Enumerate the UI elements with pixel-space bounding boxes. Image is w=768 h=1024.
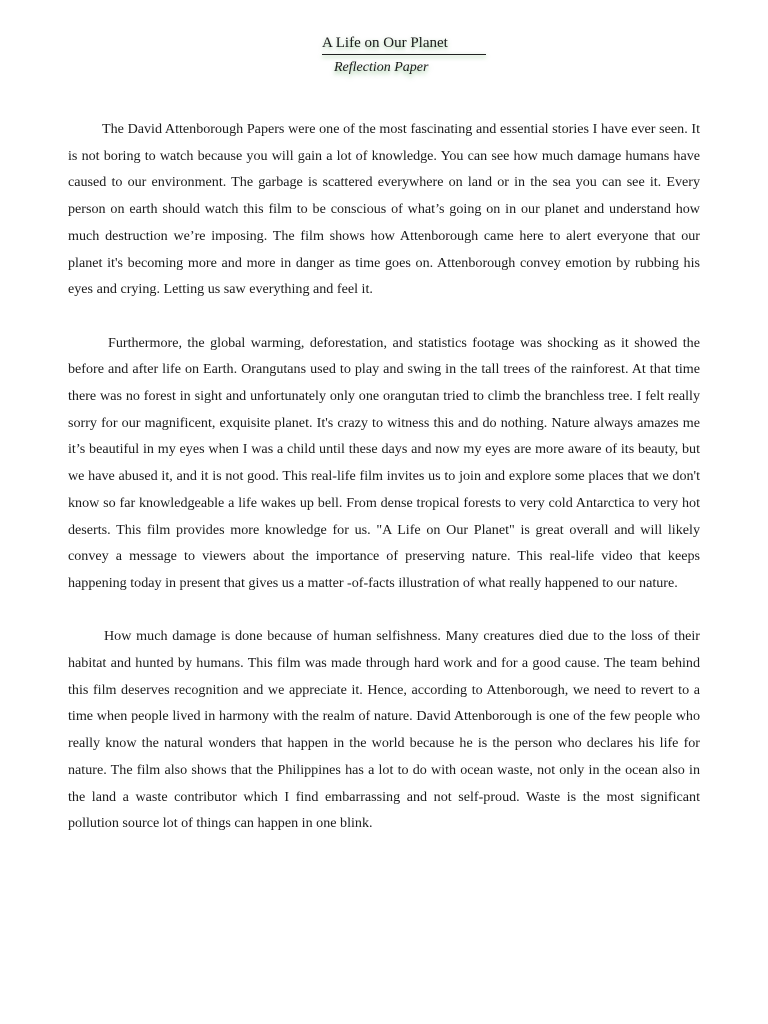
title-underline	[322, 54, 486, 55]
paragraph-2: Furthermore, the global warming, deforestation, and statistics footage was shocking as it showed the before and after life on Earth. Orangutans used to play and swing in the tall trees of the rainforest. At that time there was no forest in sight and unfortunately only one orangutan tried to climb the branchless tree. I felt really sorry for our magnificent, exquisite planet. It's crazy to witness this and do nothing. Nature always amazes me it’s beautiful in my eyes when I was a child until these days and now my eyes are more aware of its beauty, but we have abused it, and it is not good. This real-life film invites us to join and explore some places that we don't know so far knowledgeable a life wakes up bell. From dense tropical forests to very cold Antarctica to very hot deserts. This film provides more knowledge for us. "A Life on Our Planet" is great overall and will likely convey a message to viewers about the importance of preserving nature. This real-life video that keeps happening today in present that gives us a matter -of-facts illustration of what really happened to our nature.	[68, 334, 700, 591]
paragraph-1: The David Attenborough Papers were one of the most fascinating and essential stories I have ever seen. It is not boring to watch because you will gain a lot of knowledge. You can see how much damage humans have caused to our environment. The garbage is scattered everywhere on land or in the sea you can see it. Every person on earth should watch this film to be conscious of what’s going on in our planet and understand how much destruction we’re imposing. The film shows how Attenborough came here to alert everyone that our planet it's becoming more and more in danger as time goes on. Attenborough convey emotion by rubbing his eyes and crying. Letting us saw everything and feel it.	[68, 121, 700, 298]
paragraph-3: How much damage is done because of human selfishness. Many creatures died due to the loss of their habitat and hunted by humans. This film was made through hard work and for a good cause. The team behind this film deserves recognition and we appreciate it. Hence, according to Attenborough, we need to revert to a time when people lived in harmony with the realm of nature. David Attenborough is one of the few people who really know the natural wonders that happen in the world because he is the person who declares his life for nature. The film also shows that the Philippines has a lot to do with ocean waste, not only in the ocean also in the land a waste contributor which I find embarrassing and not self-proud. Waste is the most significant pollution source lot of things can happen in one blink.	[68, 628, 700, 832]
document-subtitle: Reflection Paper	[334, 60, 429, 75]
title-block	[318, 32, 490, 79]
document-body	[68, 116, 700, 864]
document-title: A Life on Our Planet	[322, 35, 448, 51]
